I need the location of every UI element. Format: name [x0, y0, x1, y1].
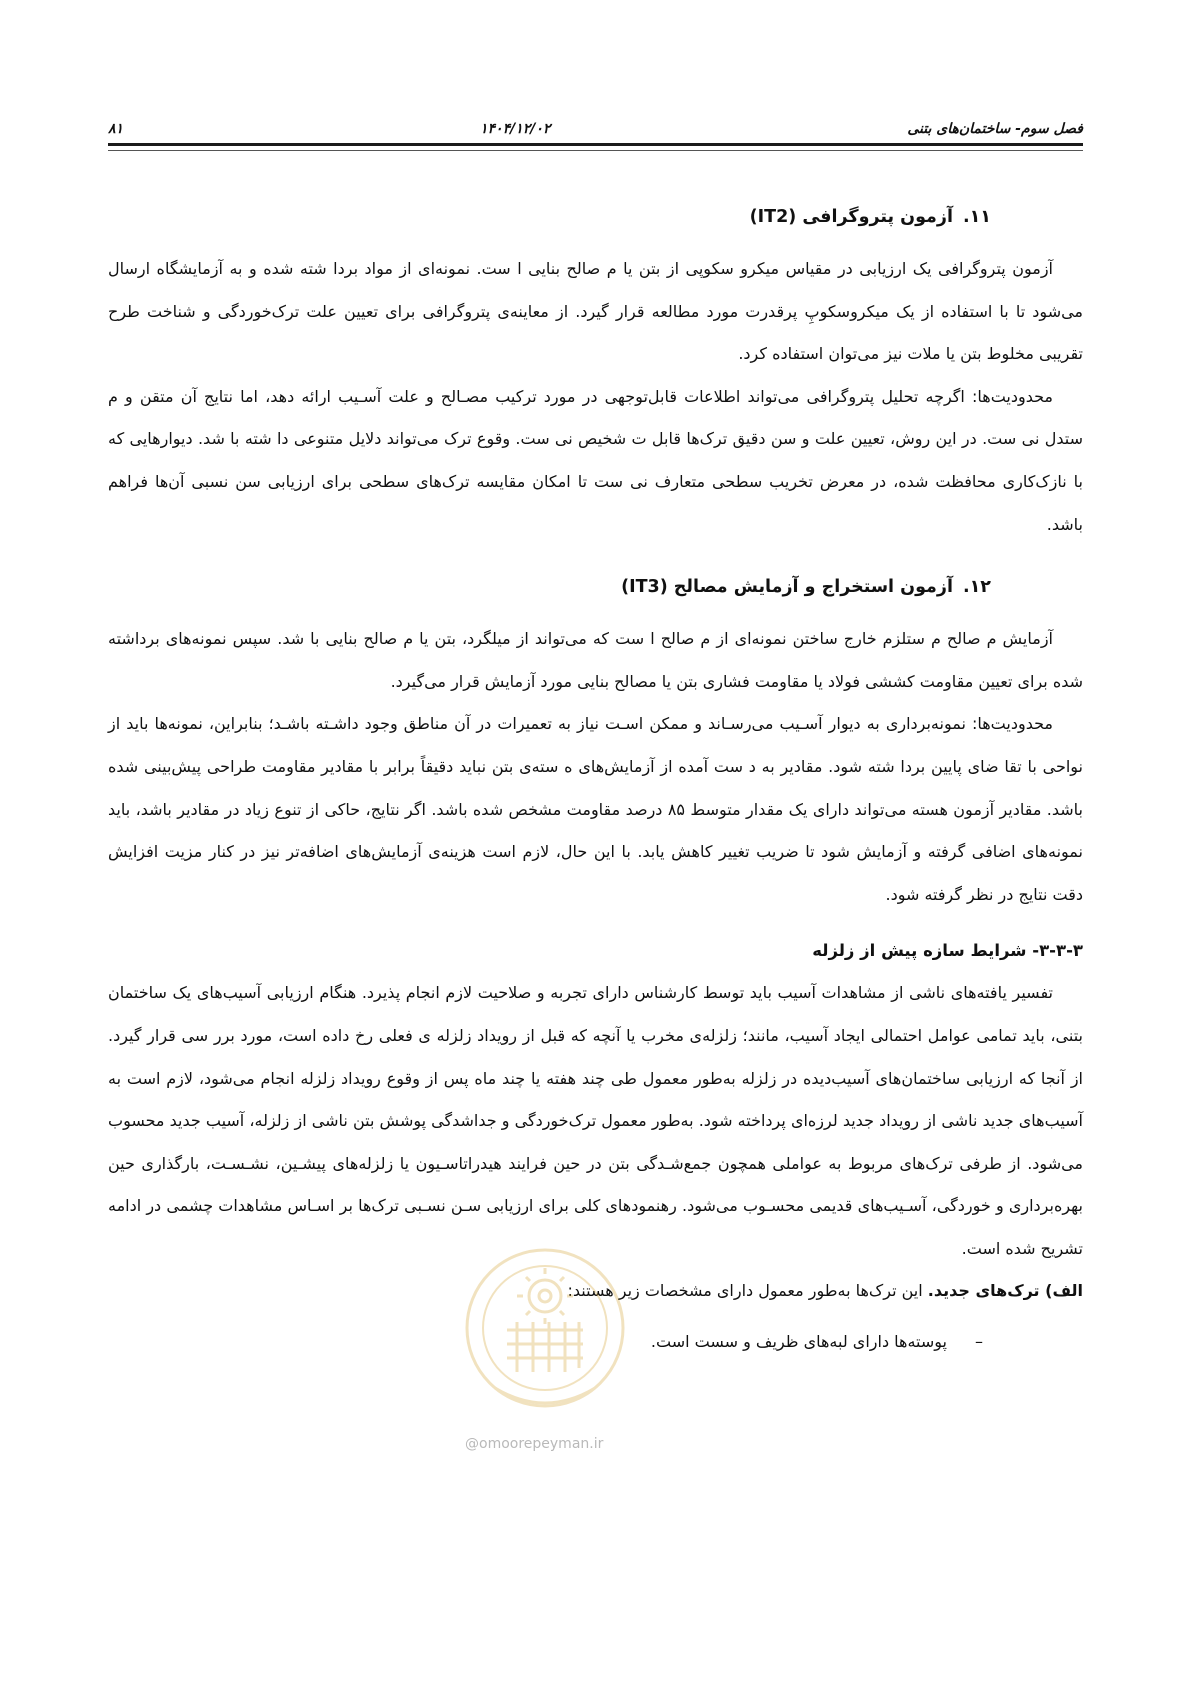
page-number: ۸۱ [108, 121, 124, 137]
section-number: ۱۱. [962, 207, 991, 227]
page-header [108, 112, 1083, 146]
paragraph: آزمون پتروگرافی یک ارزیابی در مقیاس میکرو سکوپی از بتن یا م صالح بنایی ا ست. نمونه‌ای از مواد بردا شته شده و به آزمایشگاه ارسال می‌شود تا با استفاده از یک میکروسکوپِ پرقدرت مورد مطالعه قرار گیرد. از معاینه‌ی پتروگرافی برای تعیین علت ترک‌خوردگی و شناخت طرح تقریبی مخلوط بتن یا ملات نیز می‌توان استفاده کرد. [108, 259, 1083, 364]
page-body [108, 196, 1083, 1364]
paragraph: محدودیت‌ها: نمونه‌برداری به دیوار آسـیب می‌رسـاند و ممکن اسـت نیاز به تعمیرات در آن مناطق وجود داشـته باشـد؛ بنابراین، نمونه‌ها باید از نواحی با تقا ضای پایین بردا شته شود. مقادیر به د ست آمده از آزمایش‌های ه سته‌ی بتن نباید دقیقاً برابر با مقادیر مقاومت طراحی پیش‌بینی شده باشد. مقادیر آزمون هسته می‌تواند دارای یک مقدار متوسط ۸۵ درصد مقاومت مشخص شده باشد. اگر نتایج، حاکی از تنوع زیاد در مقادیر باشد، باید نمونه‌های اضافی گرفته و آزمایش شود تا ضریب تغییر کاهش یابد. با این حال، لازم است هزینه‌ی آزمایش‌های اضافه‌تر نیز در کنار مزیت افزایش دقت نتایج در نظر گرفته شود. [108, 714, 1084, 904]
paragraph: آزمایش م صالح م ستلزم خارج ساختن نمونه‌ای از م صالح ا ست که می‌تواند از میلگرد، بتن یا م صالح بنایی با شد. سپس نمونه‌های برداشته شده برای تعیین مقاومت کششی فولاد یا مقاومت فشاری بتن یا مصالح بنایی مورد آزمایش قرار می‌گیرد. [108, 629, 1083, 691]
section-number: ۱۲. [962, 577, 991, 598]
subsection-heading: ۳-۳-۳- شرایط سازه پیش از زلزله [812, 941, 1083, 961]
header-divider [108, 150, 1083, 151]
section-heading-11 [108, 196, 1083, 238]
section-heading-12 [108, 566, 1083, 608]
paragraph: محدودیت‌ها: اگرچه تحلیل پتروگرافی می‌تواند اطلاعات قابل‌توجهی در مورد ترکیب مصـالح و علت آسـیب ارائه دهد، اما نتایج آن متقن و م ستدل نی ست. در این روش، تعیین علت و سن دقیق ترک‌ها قابل ت شخیص نی ست. وقوع ترک می‌تواند دلایل متنوعی دا شته با شد. دیوارهایی که با نازک‌کاری محافظت شده، در معرض تخریب سطحی متعارف نی ست تا امکان مقایسه ترک‌های سطحی برای ارزیابی سن نسبی آن‌ها فراهم باشد. [108, 386, 1083, 534]
chapter-title: فصل سوم- ساختمان‌های بتنی [907, 121, 1083, 137]
section-title: آزمون استخراج و آزمایش مصالح (IT3) [621, 577, 953, 598]
list-item [108, 1321, 1083, 1364]
item-a-label: الف) ترک‌های جدید. [927, 1281, 1083, 1301]
item-a [108, 1270, 1083, 1313]
item-a-text: این ترک‌ها به‌طور معمول دارای مشخصات زیر هستند: [567, 1281, 928, 1301]
watermark-text: @omoorepeyman.ir [465, 1436, 604, 1452]
bullet-text: پوسته‌ها دارای لبه‌های ظریف و سست است. [650, 1332, 947, 1352]
header-date: ۱۴۰۴/۱۲/۰۲ [480, 121, 551, 137]
paragraph: تفسیر یافته‌های ناشی از مشاهدات آسیب باید توسط کارشناس دارای تجربه و صلاحیت لازم انجام پذیرد. هنگام ارزیابی آسیب‌های یک ساختمان بتنی، باید تمامی عوامل احتمالی ایجاد آسیب، مانند؛ زلزله‌ی مخرب یا آنچه که قبل از رویداد زلزله ی فعلی رخ داده است، مورد برر سی قرار گیرد. از آنجا که ارزیابی ساختمان‌های آسیب‌دیده در زلزله به‌طور معمول طی چند هفته یا چند ماه پس از وقوع رویداد زلزله انجام می‌شود، لازم است به آسیب‌های جدید ناشی از رویداد جدید لرزه‌ای پرداخته شود. به‌طور معمول ترک‌خوردگی و جداشدگی پوشش بتن ناشی از زلزله، آسیب جدید محسوب می‌شود. از طرفی ترک‌های مربوط به عواملی همچون جمع‌شـدگی بتن در حین فرایند هیدراتاسـیون یا زلزله‌های پیشـین، نشـسـت، بارگذاری حین بهره‌برداری و خوردگی، آسـیب‌های قدیمی محسـوب می‌شود. رهنمودهای کلی برای ارزیابی سـن نسـبی ترک‌ها بر اسـاس مشاهدات چشمی در ادامه تشریح شده است. [108, 983, 1083, 1258]
bullet-marker: – [975, 1332, 983, 1352]
section-title: آزمون پتروگرافی (IT2) [749, 207, 953, 227]
